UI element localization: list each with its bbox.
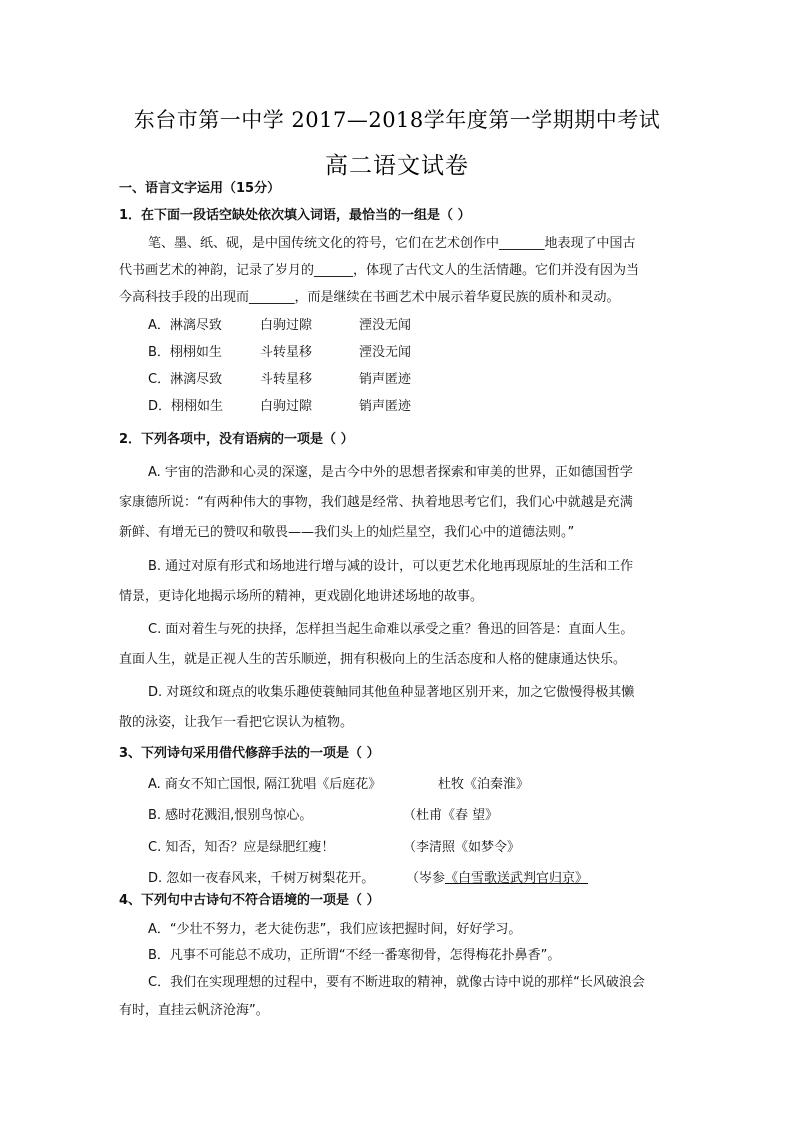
q2-option-a-line: A. 宇宙的浩渺和心灵的深邃，是古今中外的思想者探索和审美的世界，正如德国哲学: [148, 465, 633, 480]
q3-option-source-wrap: [406, 871, 588, 887]
q4-option-c-line: C．我们在实现理想的过程中，要有不断进取的精神，就像古诗中说的那样“长风破浪会: [148, 975, 645, 990]
q2-option-d-line: D. 对斑纹和斑点的收集乐趣使蓑鲉同其他鱼种显著地区别开来，加之它傲慢得极其懒: [148, 685, 635, 700]
q4-stem: 4、下列句中古诗句不符合语境的一项是（ ）: [119, 893, 380, 908]
q2-option-b-line: B. 通过对原有形式和场地进行增与减的设计，可以更艺术化地再现原址的生活和工作: [148, 559, 634, 574]
section-heading: 一、语言文字运用（15分）: [119, 181, 281, 196]
q1-option-word: B．栩栩如生: [148, 345, 222, 360]
q1-stem: 1．在下面一段话空缺处依次填入词语，最恰当的一组是（ ）: [119, 208, 471, 223]
q3-option-text: A. 商女不知亡国恨, 隔江犹唱《后庭花》: [148, 777, 382, 792]
q1-option-word: 销声匿迹: [359, 399, 412, 414]
q2-option-c-line: 直面人生，就是正视人生的苦乐顺逆，拥有积极向上的生活态度和人格的健康通达快乐。: [119, 652, 627, 667]
q2-option-c-line: C. 面对着生与死的抉择，怎样担当起生命难以承受之重？鲁迅的回答是：直面人生。: [148, 622, 634, 637]
q3-option-text: C. 知否，知否？应是绿肥红瘦！: [148, 840, 335, 855]
q2-option-a-line: 家康德所说：“有两种伟大的事物，我们越是经常、执着地思考它们，我们心中就越是充满: [119, 495, 633, 510]
exam-title: 东台市第一中学 2017—2018学年度第一学期期中考试: [133, 108, 661, 132]
q1-option-word: D．栩栩如生: [148, 399, 224, 414]
q2-option-a-line: 新鲜、有增无已的赞叹和敬畏——我们头上的灿烂星空，我们心中的道德法则。”: [119, 525, 575, 540]
q4-option-b: B．凡事不可能总不成功，正所谓“不经一番寒彻骨，怎得梅花扑鼻香”。: [148, 948, 561, 963]
q3-option-source: （李清照《如梦令》: [403, 840, 521, 855]
q3-option-source: 杜牧《泊秦淮》: [438, 777, 530, 792]
q1-option-word: 白驹过隙: [260, 399, 313, 414]
q3-option-source: （杜甫《春 望》: [403, 808, 499, 823]
q3-option-source-prefix: （岑参: [406, 871, 446, 886]
q2-stem: 2．下列各项中，没有语病的一项是（ ）: [119, 432, 354, 447]
q1-option-word: A．淋漓尽致: [148, 318, 222, 333]
q1-option-word: C．淋漓尽致: [148, 372, 223, 387]
q3-option-text: D. 忽如一夜春风来，千树万树梨花开。: [148, 871, 375, 886]
exam-subtitle: 高二语文试卷: [325, 153, 469, 179]
q1-passage-line: 代书画艺术的神韵，记录了岁月的______，体现了古代文人的生活情趣。它们并没有因为当: [119, 263, 640, 278]
q1-option-word: 湮没无闻: [359, 318, 412, 333]
q3-option-text: B. 感时花溅泪,恨别鸟惊心。: [148, 808, 313, 823]
q1-passage-line: 笔、墨、纸、砚，是中国传统文化的符号，它们在艺术创作中_______地表现了中国古: [148, 236, 636, 251]
q4-option-a: A．“少壮不努力，老大徒伤悲”，我们应该把握时间，好好学习。: [148, 922, 522, 937]
q2-option-d-line: 散的泳姿，让我乍一看把它误认为植物。: [119, 715, 354, 730]
q1-option-word: 销声匿迹: [359, 372, 412, 387]
q1-option-word: 斗转星移: [260, 345, 313, 360]
q2-option-b-line: 情景，更诗化地揭示场所的精神，更戏剧化地讲述场地的故事。: [119, 589, 484, 604]
q3-stem: 3、下列诗句采用借代修辞手法的一项是（ ）: [119, 746, 380, 761]
q3-option-source-link[interactable]: 《白雪歌送武判官归京》: [445, 871, 589, 886]
q1-option-word: 斗转星移: [260, 372, 313, 387]
q1-option-word: 湮没无闻: [359, 345, 412, 360]
q4-option-c-line: 有时，直挂云帆济沧海”。: [119, 1003, 269, 1018]
q1-option-word: 白驹过隙: [260, 318, 313, 333]
q1-passage-line: 今高科技手段的出现而_______，而是继续在书画艺术中展示着华夏民族的质朴和灵动。: [119, 290, 620, 305]
